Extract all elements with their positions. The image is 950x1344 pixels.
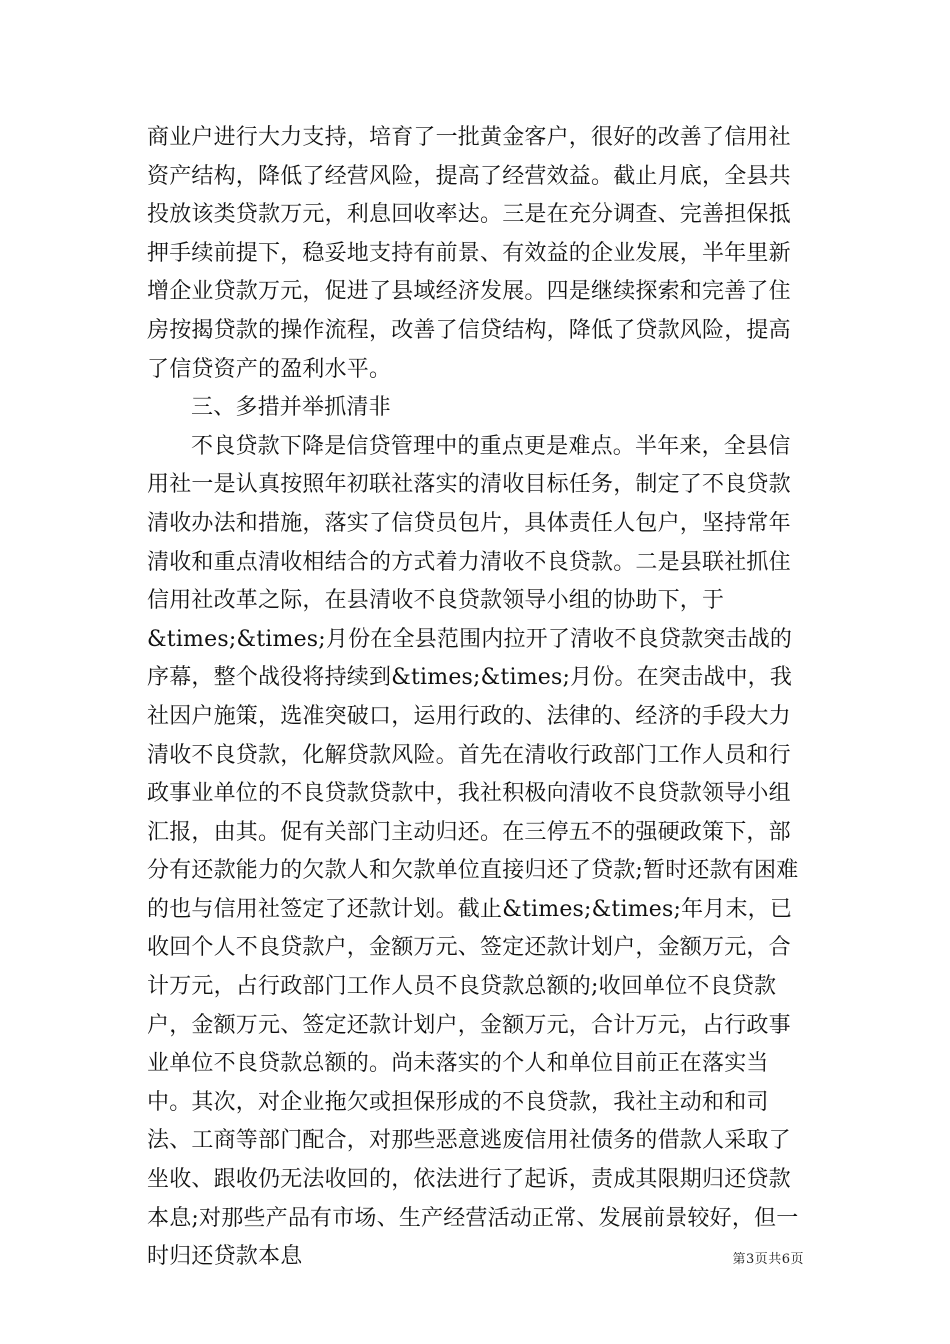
section-heading: 三、多措并举抓清非 — [191, 395, 391, 421]
page-number-footer: 第3页共6页 — [732, 1252, 804, 1267]
paragraph-section-body: 不良贷款下降是信贷管理中的重点更是难点。半年来，全县信用社一是认真按照年初联社落实的清收目标任务，制定了不良贷款清收办法和措施，落实了信贷员包片，具体责任人包户，坚持常年清收和重点清收相结合的方式着力清收不良贷款。二是县联社抓住信用社改革之际，在县清收不良贷款领导小组的协助下，于&times;&times;月份在全县范围内拉开了清收不良贷款突击战的序幕，整个战役将持续到&times;&times;月份。在突击战中，我社因户施策，选准突破口，运用行政的、法律的、经济的手段大力清收不良贷款，化解贷款风险。首先在清收行政部门工作人员和行政事业单位的不良贷款贷款中，我社积极向清收不良贷款领导小组汇报，由其。促有关部门主动归还。在三停五不的强硬政策下，部分有还款能力的欠款人和欠款单位直接归还了贷款;暂时还款有困难的也与信用社签定了还款计划。截止&times;&times;年月末，已收回个人不良贷款户，金额万元、签定还款计划户，金额万元，合计万元，占行政部门工作人员不良贷款总额的;收回单位不良贷款户，金额万元、签定还款计划户，金额万元，合计万元，占行政事业单位不良贷款总额的。尚未落实的个人和单位目前正在落实当中。其次，对企业拖欠或担保形成的不良贷款，我社主动和和司法、工商等部门配合，对那些恶意逃废信用社债务的借款人采取了坐收、跟收仍无法收回的，依法进行了起诉，责成其限期归还贷款本息;对那些产品有市场、生产经营活动正常、发展前景较好，但一时归还贷款本息 — [147, 433, 799, 1270]
document-body — [147, 119, 807, 1277]
paragraph-continued: 商业户进行大力支持，培育了一批黄金客户，很好的改善了信用社资产结构，降低了经营风险，提高了经营效益。截止月底，全县共投放该类贷款万元，利息回收率达。三是在充分调查、完善担保抵押手续前提下，稳妥地支持有前景、有效益的企业发展，半年里新增企业贷款万元，促进了县域经济发展。四是继续探索和完善了住房按揭贷款的操作流程，改善了信贷结构，降低了贷款风险，提高了信贷资产的盈利水平。 — [147, 125, 791, 382]
